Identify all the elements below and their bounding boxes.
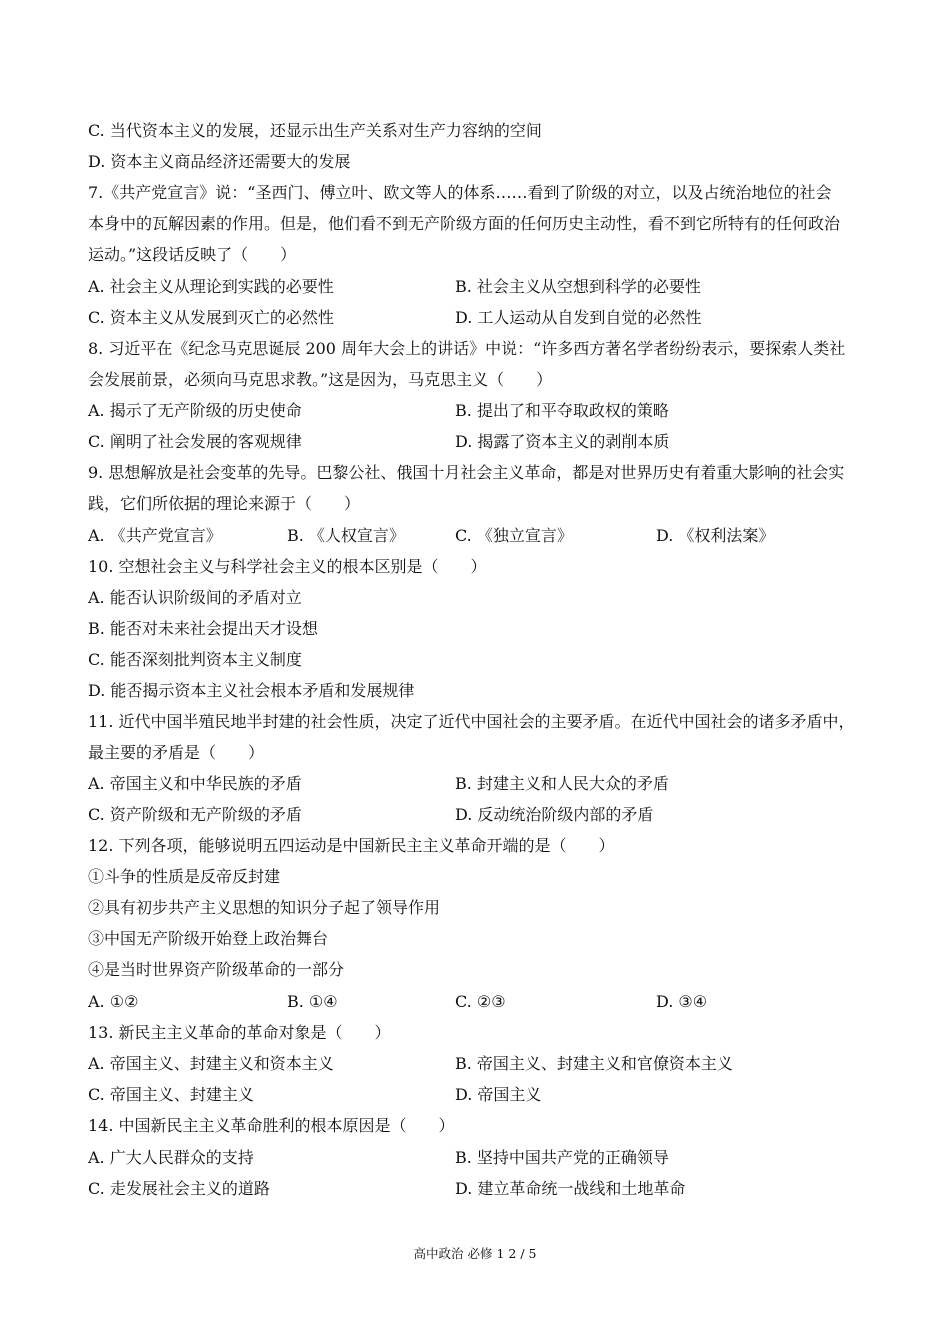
question-7-stem: 7.《共产党宣言》说：“圣西门、傅立叶、欧文等人的体系……看到了阶级的对立，以及占统治地位的社会 — [88, 183, 832, 202]
question-8-option-a: A. 揭示了无产阶级的历史使命 — [88, 401, 302, 420]
question-13-option-d: D. 帝国主义 — [455, 1085, 542, 1104]
question-9-option-a: A. 《共产党宣言》 — [88, 526, 222, 545]
question-9-option-b: B. 《人权宣言》 — [287, 526, 405, 545]
question-11-option-d: D. 反动统治阶级内部的矛盾 — [455, 805, 654, 824]
question-12-stem: 12. 下列各项，能够说明五四运动是中国新民主主义革命开端的是（ ） — [88, 836, 615, 855]
question-14-option-a: A. 广大人民群众的支持 — [88, 1148, 254, 1167]
question-13-stem: 13. 新民主主义革命的革命对象是（ ） — [88, 1023, 391, 1042]
question-7-option-a: A. 社会主义从理论到实践的必要性 — [88, 277, 334, 296]
question-7-stem: 本身中的瓦解因素的作用。但是，他们看不到无产阶级方面的任何历史主动性，看不到它所特有的任何政治 — [88, 214, 841, 233]
question-10-option-c: C. 能否深刻批判资本主义制度 — [88, 650, 302, 669]
question-8-option-b: B. 提出了和平夺取政权的策略 — [455, 401, 669, 420]
question-11-option-a: A. 帝国主义和中华民族的矛盾 — [88, 774, 302, 793]
question-14-option-d: D. 建立革命统一战线和土地革命 — [455, 1179, 686, 1198]
question-11-stem: 最主要的矛盾是（ ） — [88, 743, 265, 762]
question-7-stem: 运动。”这段话反映了（ ） — [88, 245, 297, 264]
question-11-option-b: B. 封建主义和人民大众的矛盾 — [455, 774, 669, 793]
question-9-stem: 践，它们所依据的理论来源于（ ） — [88, 494, 361, 513]
question-10-option-d: D. 能否揭示资本主义社会根本矛盾和发展规律 — [88, 681, 415, 700]
question-12-option-a: A. ①② — [88, 992, 139, 1011]
question-14-option-b: B. 坚持中国共产党的正确领导 — [455, 1148, 669, 1167]
question-7-option-c: C. 资本主义从发展到灭亡的必然性 — [88, 308, 334, 327]
question-12-statement: ②具有初步共产主义思想的知识分子起了领导作用 — [88, 898, 441, 917]
question-10-stem: 10. 空想社会主义与科学社会主义的根本区别是（ ） — [88, 557, 487, 576]
question-8-stem: 会发展前景，必须向马克思求教。”这是因为，马克思主义（ ） — [88, 370, 553, 389]
question-13-option-c: C. 帝国主义、封建主义 — [88, 1085, 254, 1104]
question-12-option-d: D. ③④ — [656, 992, 708, 1011]
question-14-option-c: C. 走发展社会主义的道路 — [88, 1179, 270, 1198]
question-12-statement: ③中国无产阶级开始登上政治舞台 — [88, 929, 329, 948]
question-12-option-b: B. ①④ — [287, 992, 338, 1011]
question-7-option-d: D. 工人运动从自发到自觉的必然性 — [455, 308, 702, 327]
question-10-option-b: B. 能否对未来社会提出天才设想 — [88, 619, 318, 638]
question-9-option-c: C. 《独立宣言》 — [455, 526, 573, 545]
question-11-option-c: C. 资产阶级和无产阶级的矛盾 — [88, 805, 302, 824]
question-11-stem: 11. 近代中国半殖民地半封建的社会性质，决定了近代中国社会的主要矛盾。在近代中国社会的诸多矛盾中， — [88, 712, 855, 731]
option-line: D. 资本主义商品经济还需要大的发展 — [88, 152, 351, 171]
question-7-option-b: B. 社会主义从空想到科学的必要性 — [455, 277, 701, 296]
question-13-option-b: B. 帝国主义、封建主义和官僚资本主义 — [455, 1054, 733, 1073]
question-12-statement: ①斗争的性质是反帝反封建 — [88, 867, 281, 886]
question-12-statement: ④是当时世界资产阶级革命的一部分 — [88, 960, 345, 979]
question-14-stem: 14. 中国新民主主义革命胜利的根本原因是（ ） — [88, 1116, 455, 1135]
page-footer: 高中政治 必修 1 2 / 5 — [413, 1246, 537, 1261]
question-10-option-a: A. 能否认识阶级间的矛盾对立 — [88, 588, 302, 607]
question-8-stem: 8. 习近平在《纪念马克思诞辰 200 周年大会上的讲话》中说：“许多西方著名学者纷纷表示，要探索人类社 — [88, 339, 846, 358]
option-line: C. 当代资本主义的发展，还显示出生产关系对生产力容纳的空间 — [88, 121, 542, 140]
question-9-option-d: D. 《权利法案》 — [656, 526, 775, 545]
question-13-option-a: A. 帝国主义、封建主义和资本主义 — [88, 1054, 334, 1073]
question-8-option-c: C. 阐明了社会发展的客观规律 — [88, 432, 302, 451]
question-8-option-d: D. 揭露了资本主义的剥削本质 — [455, 432, 670, 451]
question-12-option-c: C. ②③ — [455, 992, 506, 1011]
question-9-stem: 9. 思想解放是社会变革的先导。巴黎公社、俄国十月社会主义革命，都是对世界历史有着重大影响的社会实 — [88, 463, 845, 482]
